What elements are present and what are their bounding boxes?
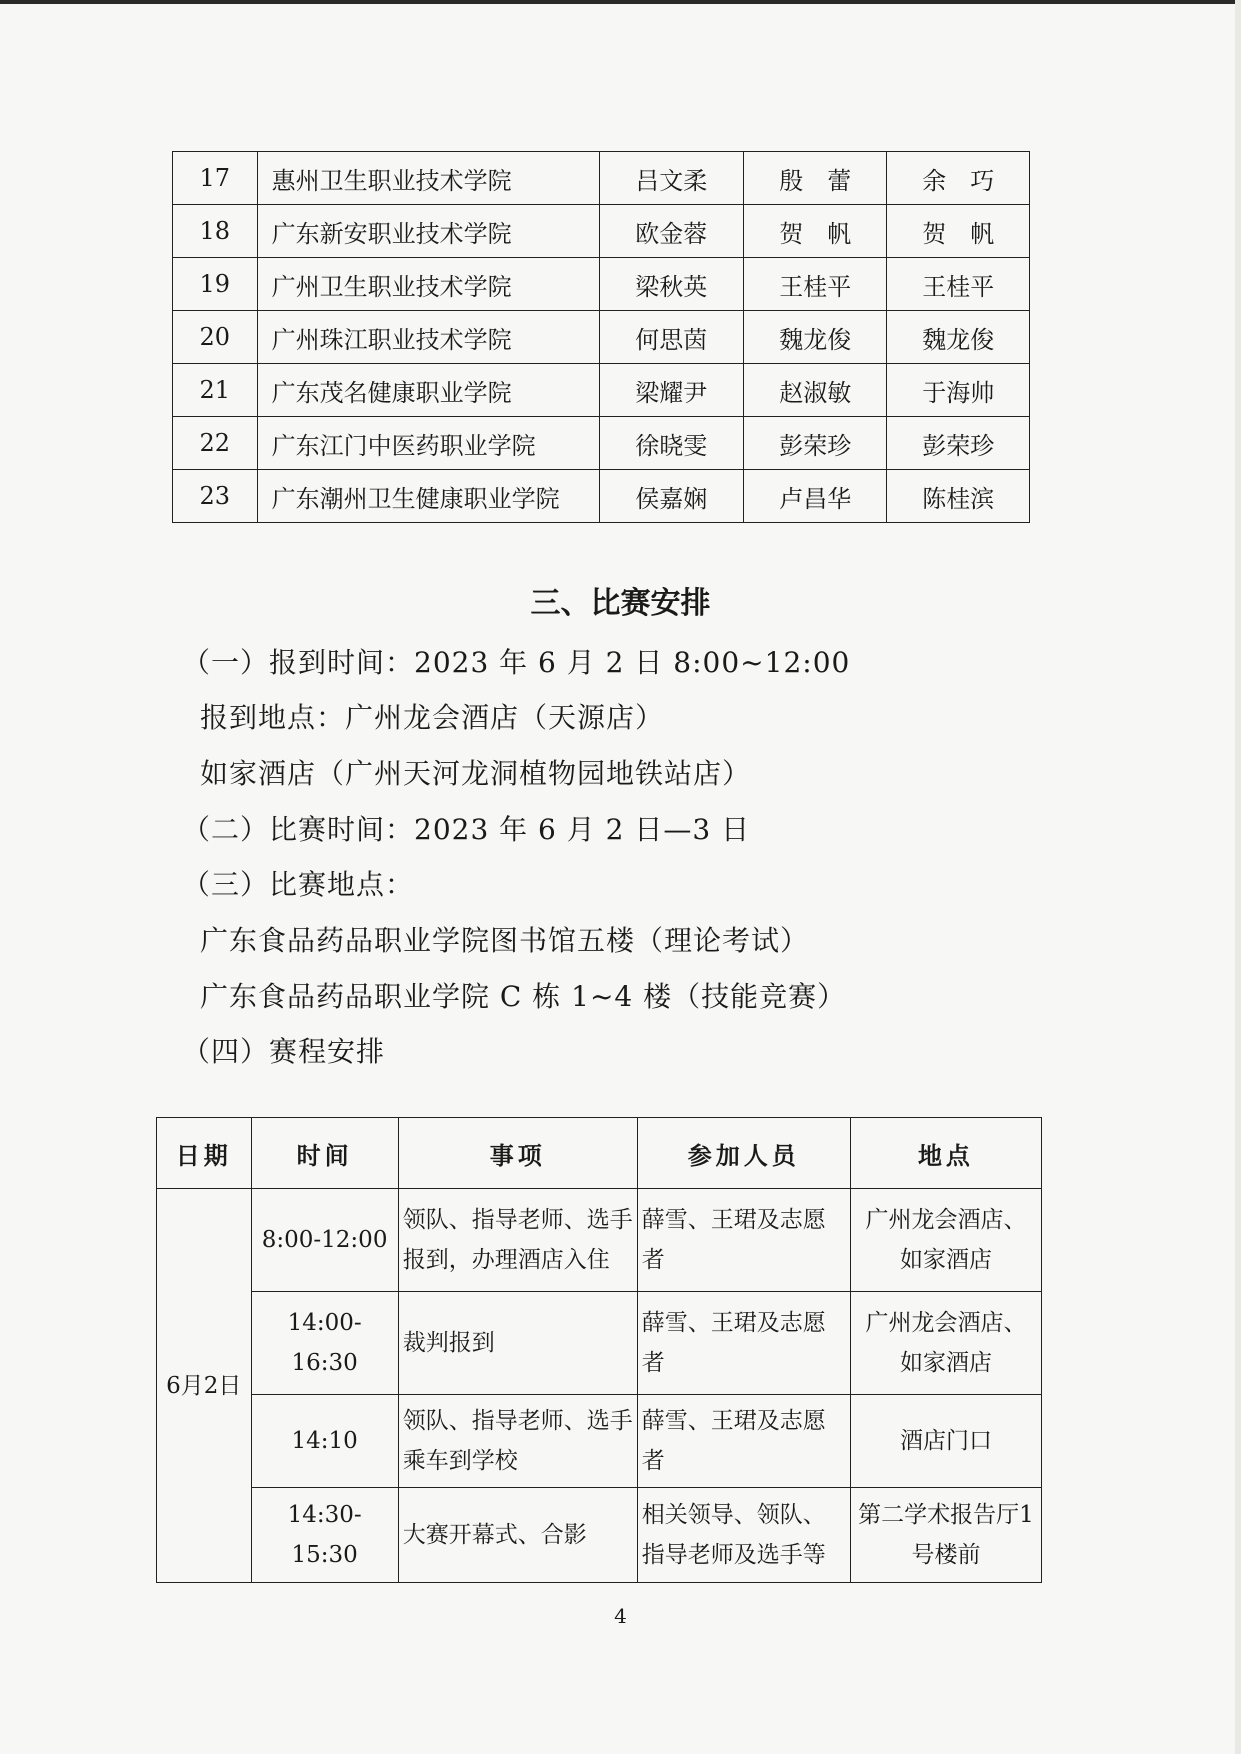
row-number: 23 — [173, 470, 258, 523]
time-cell: 14:10 — [251, 1395, 398, 1488]
person-3: 魏龙俊 — [887, 311, 1030, 364]
row-number: 22 — [173, 417, 258, 470]
person-3: 贺 帆 — [887, 205, 1030, 258]
person-2: 彭荣珍 — [743, 417, 886, 470]
person-2: 卢昌华 — [743, 470, 886, 523]
item-cell: 领队、指导老师、选手乘车到学校 — [398, 1395, 637, 1488]
schedule-heading: （四）赛程安排 — [182, 1035, 386, 1068]
table-row — [157, 1292, 1042, 1395]
place-cell: 第二学术报告厅1号楼前 — [850, 1488, 1041, 1583]
table-row — [157, 1189, 1042, 1292]
school-name: 广东新安职业技术学院 — [257, 205, 599, 258]
person-1: 梁耀尹 — [599, 364, 743, 417]
person-1: 吕文柔 — [599, 152, 743, 205]
page-number: 4 — [614, 1604, 627, 1628]
schedule-header-row — [157, 1118, 1042, 1189]
table-row — [173, 364, 1030, 417]
teams-table — [172, 151, 1030, 523]
table-row — [173, 258, 1030, 311]
school-name: 广东潮州卫生健康职业学院 — [257, 470, 599, 523]
person-2: 贺 帆 — [743, 205, 886, 258]
competition-venue-heading: （三）比赛地点： — [182, 868, 415, 901]
row-number: 20 — [173, 311, 258, 364]
header-time: 时间 — [251, 1118, 398, 1189]
school-name: 广东江门中医药职业学院 — [257, 417, 599, 470]
people-cell: 薛雪、王珺及志愿者 — [637, 1395, 850, 1488]
item-cell: 大赛开幕式、合影 — [398, 1488, 637, 1583]
section-title: 三、比赛安排 — [530, 586, 711, 621]
person-1: 何思茵 — [599, 311, 743, 364]
hotel-line: 如家酒店（广州天河龙洞植物园地铁站店） — [200, 757, 752, 790]
row-number: 18 — [173, 205, 258, 258]
person-3: 王桂平 — [887, 258, 1030, 311]
time-cell: 8:00-12:00 — [251, 1189, 398, 1292]
school-name: 广州卫生职业技术学院 — [257, 258, 599, 311]
time-cell: 14:30-15:30 — [251, 1488, 398, 1583]
header-item: 事项 — [398, 1118, 637, 1189]
person-2: 王桂平 — [743, 258, 886, 311]
time-cell: 14:00-16:30 — [251, 1292, 398, 1395]
person-2: 殷 蕾 — [743, 152, 886, 205]
schedule-table — [156, 1117, 1042, 1583]
table-row — [157, 1395, 1042, 1488]
people-cell: 薛雪、王珺及志愿者 — [637, 1292, 850, 1395]
scan-right-edge — [1235, 0, 1241, 1754]
person-3: 于海帅 — [887, 364, 1030, 417]
person-1: 欧金蓉 — [599, 205, 743, 258]
people-cell: 相关领导、领队、指导老师及选手等 — [637, 1488, 850, 1583]
table-row — [173, 470, 1030, 523]
people-cell: 薛雪、王珺及志愿者 — [637, 1189, 850, 1292]
competition-time-line: （二）比赛时间：2023 年 6 月 2 日—3 日 — [182, 813, 751, 846]
table-row — [173, 152, 1030, 205]
checkin-location-line: 报到地点：广州龙会酒店（天源店） — [200, 701, 665, 734]
row-number: 19 — [173, 258, 258, 311]
person-3: 余 巧 — [887, 152, 1030, 205]
school-name: 广东茂名健康职业学院 — [257, 364, 599, 417]
skills-venue-line: 广东食品药品职业学院 C 栋 1~4 楼（技能竞赛） — [200, 980, 847, 1013]
row-number: 17 — [173, 152, 258, 205]
theory-exam-venue-line: 广东食品药品职业学院图书馆五楼（理论考试） — [200, 924, 810, 957]
person-2: 魏龙俊 — [743, 311, 886, 364]
school-name: 惠州卫生职业技术学院 — [257, 152, 599, 205]
checkin-time-line: （一）报到时间：2023 年 6 月 2 日 8:00~12:00 — [182, 646, 851, 679]
person-3: 陈桂滨 — [887, 470, 1030, 523]
header-people: 参加人员 — [637, 1118, 850, 1189]
header-place: 地点 — [850, 1118, 1041, 1189]
person-1: 徐晓雯 — [599, 417, 743, 470]
table-row — [173, 311, 1030, 364]
place-cell: 广州龙会酒店、如家酒店 — [850, 1189, 1041, 1292]
person-1: 梁秋英 — [599, 258, 743, 311]
row-number: 21 — [173, 364, 258, 417]
table-row — [173, 205, 1030, 258]
item-cell: 裁判报到 — [398, 1292, 637, 1395]
person-1: 侯嘉娴 — [599, 470, 743, 523]
place-cell: 酒店门口 — [850, 1395, 1041, 1488]
item-cell: 领队、指导老师、选手报到，办理酒店入住 — [398, 1189, 637, 1292]
date-cell: 6月2日 — [157, 1189, 252, 1583]
school-name: 广州珠江职业技术学院 — [257, 311, 599, 364]
person-2: 赵淑敏 — [743, 364, 886, 417]
scan-top-edge — [0, 0, 1241, 4]
table-row — [173, 417, 1030, 470]
place-cell: 广州龙会酒店、如家酒店 — [850, 1292, 1041, 1395]
table-row — [157, 1488, 1042, 1583]
person-3: 彭荣珍 — [887, 417, 1030, 470]
header-date: 日期 — [157, 1118, 252, 1189]
